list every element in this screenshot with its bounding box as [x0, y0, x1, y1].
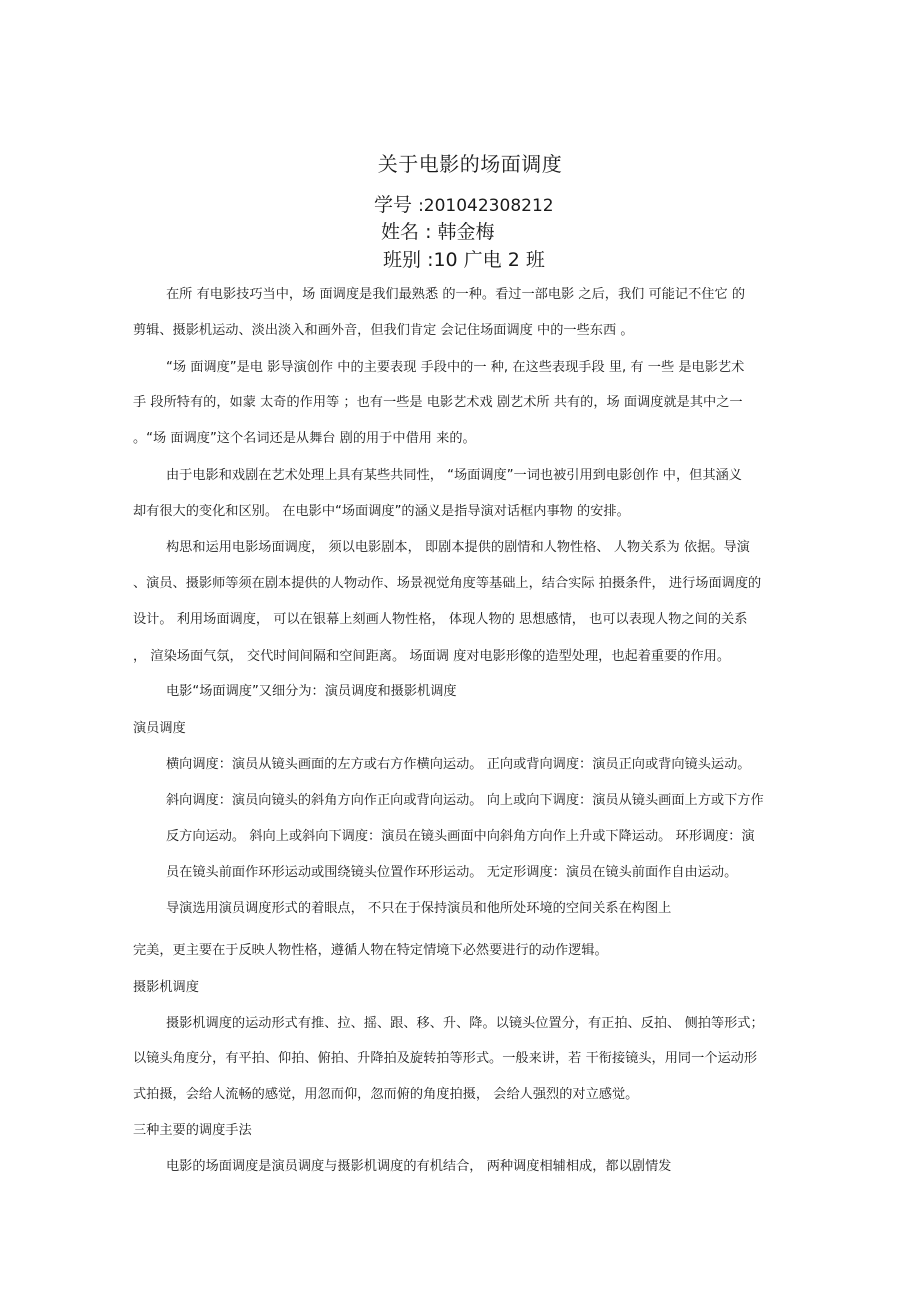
paragraph-line: 以镜头角度分，有平拍、仰拍、俯拍、升降拍及旋转拍等形式。一般来讲，若 干衔接镜头，用同一个运动形 [133, 1051, 758, 1066]
paragraph-line: 横向调度：演员从镜头画面的左方或右方作横向运动。 正向或背向调度：演员正向或背向镜头运动。 [166, 757, 751, 772]
paragraph-line: ， 渲染场面气氛， 交代时间间隔和空间距离。 场面调 度对电影形像的造型处理，也起着重要的作用。 [133, 649, 731, 664]
name-value: : 韩金梅 [425, 221, 495, 243]
class-row [383, 245, 545, 272]
section-heading-camera: 摄影机调度 [133, 980, 199, 995]
paragraph-line: 完美，更主要在于反映人物性格，遵循人物在特定情境下必然要进行的动作逻辑。 [133, 943, 608, 958]
paragraph-line: 设计。 利用场面调度， 可以在银幕上刻画人物性格， 体现人物的 思想感情， 也可以表现人物之间的关系 [133, 612, 748, 627]
paragraph-line: 、演员、摄影师等须在剧本提供的人物动作、场景视觉角度等基础上，结合实际 拍摄条件， 进行场面调度的 [133, 576, 762, 591]
paragraph-line: 剪辑、摄影机运动、淡出淡入和画外音，但我们肯定 会记住场面调度 中的一些东西 。 [133, 323, 634, 338]
paragraph-line: 在所 有电影技巧当中，场 面调度是我们最熟悉 的一种。看过一部电影 之后，我们 可能记不住它 的 [166, 287, 746, 302]
paragraph-line: “场 面调度”是电 影导演创作 中的主要表现 手段中的一 种, 在这些表现手段 里, 有 一些 是电影艺术 [166, 360, 745, 375]
paragraph-line: 却有很大的变化和区别。 在电影中“场面调度”的涵义是指导演对话框内事物 的安排。 [133, 504, 630, 519]
paragraph-line: 员在镜头前面作环形运动或围绕镜头位置作环形运动。 无定形调度：演员在镜头前面作自由运动。 [166, 865, 738, 880]
document-title: 关于电影的场面调度 [377, 152, 563, 176]
paragraph-line: 。“场 面调度”这个名词还是从舞台 剧的用于中借用 来的。 [133, 431, 476, 446]
paragraph-line: 反方向运动。 斜向上或斜向下调度：演员在镜头画面中向斜角方向作上升或下降运动。 环形调度：演 [166, 829, 755, 844]
student-id-label: 学号 [374, 194, 413, 216]
paragraph-line: 斜向调度：演员向镜头的斜角方向作正向或背向运动。 向上或向下调度：演员从镜头画面上方或下方作 [166, 793, 764, 808]
paragraph-line: 式拍摄，会给人流畅的感觉，用忽而仰，忽而俯的角度拍摄， 会给人强烈的对立感觉。 [133, 1087, 639, 1102]
paragraph-line: 导演选用演员调度形式的着眼点， 不只在于保持演员和他所处环境的空间关系在构图上 [166, 901, 672, 916]
paragraph-line: 构思和运用电影场面调度， 须以电影剧本， 即剧本提供的剧情和人物性格、 人物关系为 依据。导演 [166, 540, 750, 555]
class-value: :10 广电 2 班 [427, 249, 545, 271]
class-label: 班别 [383, 249, 422, 271]
name-label: 姓名 [381, 221, 420, 243]
student-id-value: :201042308212 [418, 196, 554, 216]
paragraph-line: 手 段所特有的，如蒙 太奇的作用等 ；也有一些是 电影艺术戏 剧艺术所 共有的，场 面调度就是其中之一 [133, 395, 743, 410]
section-heading-methods: 三种主要的调度手法 [133, 1123, 252, 1138]
name-row [381, 217, 495, 244]
paragraph-line: 电影的场面调度是演员调度与摄影机调度的有机结合， 两种调度相辅相成，都以剧情发 [166, 1159, 672, 1174]
student-id-row [374, 190, 554, 217]
paragraph-line: 摄影机调度的运动形式有推、拉、摇、跟、移、升、降。以镜头位置分，有正拍、反拍、 侧拍等形式； [166, 1016, 764, 1031]
section-heading-actor: 演员调度 [133, 721, 186, 736]
paragraph-line: 由于电影和戏剧在艺术处理上具有某些共同性， “场面调度”一词也被引用到电影创作 中，但其涵义 [166, 468, 742, 483]
paragraph-line: 电影“场面调度”又细分为：演员调度和摄影机调度 [166, 684, 457, 699]
